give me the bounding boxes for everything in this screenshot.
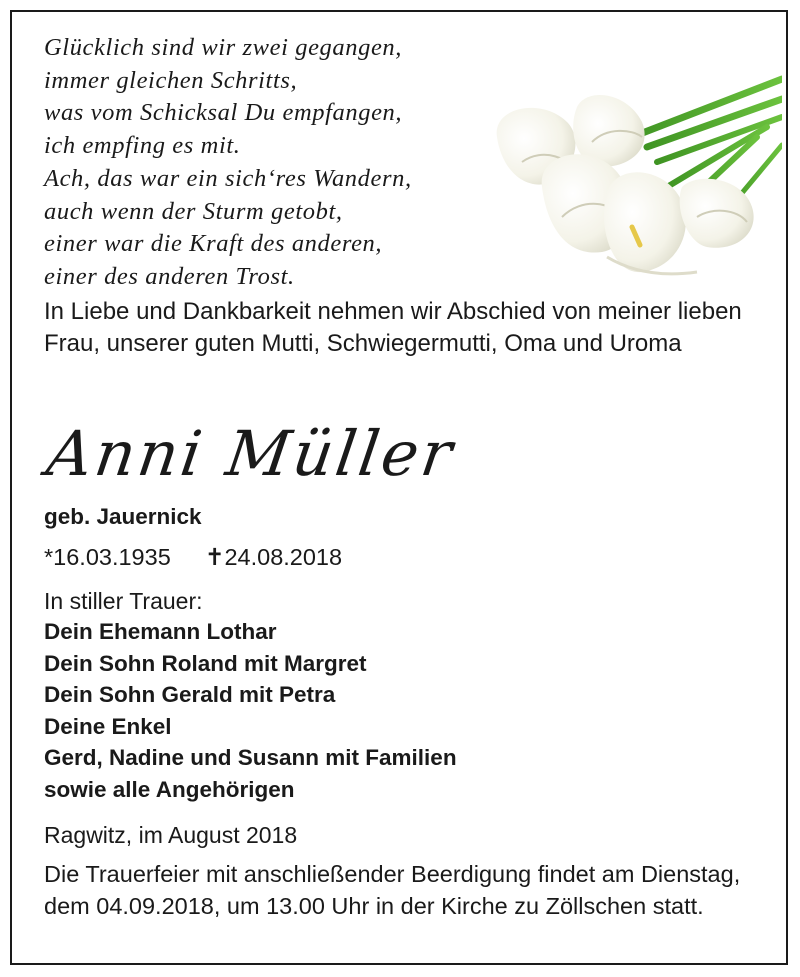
poem-line: Glücklich sind wir zwei gegangen, xyxy=(44,34,402,61)
funeral-notice: Die Trauerfeier mit anschließender Beerdigung findet am Dienstag, dem 04.09.2018, um 13.00 Uhr in der Kirche zu Zöllschen statt. xyxy=(44,861,741,919)
mourner: Gerd, Nadine und Susann mit Familien xyxy=(44,745,457,770)
poem-line: ich empfing es mit. xyxy=(44,132,241,160)
birth-name: geb. Jauernick xyxy=(44,504,202,529)
poem-line: immer gleichen Schritts, xyxy=(44,66,298,94)
poem-line: auch wenn der Sturm getobt, xyxy=(44,197,343,225)
mourner: Dein Sohn Roland mit Margret xyxy=(44,650,367,676)
mourners-list xyxy=(44,616,457,805)
intro-text: In Liebe und Dankbarkeit nehmen wir Abschied von meiner lieben Frau, unserer guten Mutti, Schwiegermutti, Oma und Uroma xyxy=(44,298,742,357)
calla-lily-bouquet-icon xyxy=(482,67,782,292)
mourner: Deine Enkel xyxy=(44,713,172,739)
poem-line: was vom Schicksal Du empfangen, xyxy=(44,99,403,127)
obituary-card xyxy=(10,10,788,965)
deceased-name: Anni Müller xyxy=(42,417,460,490)
poem-line: Ach, das war ein sich‘res Wandern, xyxy=(44,164,412,192)
poem-line: einer war die Kraft des anderen, xyxy=(44,230,383,258)
life-dates xyxy=(44,542,342,572)
mourner: Dein Ehemann Lothar xyxy=(44,619,277,644)
birth-date: *16.03.1935 xyxy=(44,544,171,570)
death-date: ✝24.08.2018 xyxy=(204,544,343,570)
mourner: sowie alle Angehörigen xyxy=(44,776,295,802)
poem xyxy=(44,32,412,294)
mourners-label: In stiller Trauer: xyxy=(44,588,203,614)
mourner: Dein Sohn Gerald mit Petra xyxy=(44,682,336,707)
place-date: Ragwitz, im August 2018 xyxy=(44,822,298,848)
poem-line: einer des anderen Trost. xyxy=(44,262,295,290)
